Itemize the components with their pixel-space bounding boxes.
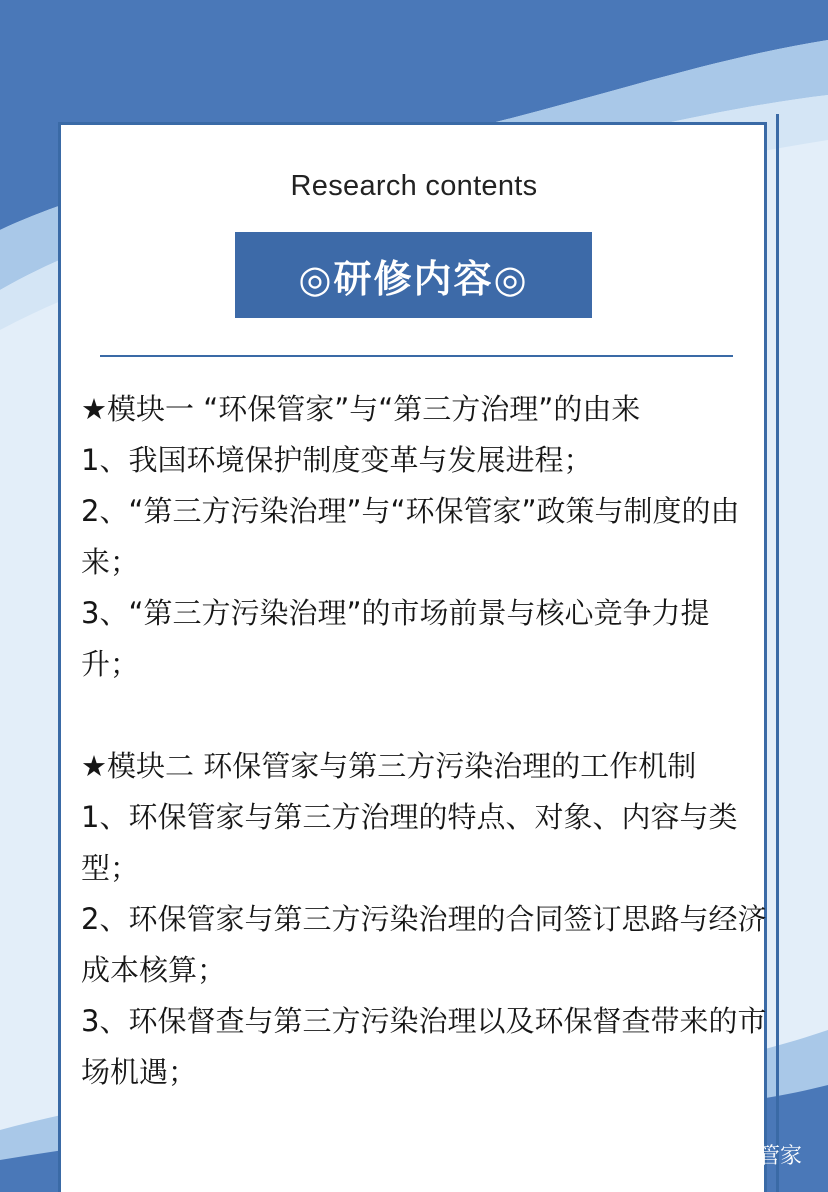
wechat-icon — [583, 1143, 613, 1167]
title-banner — [235, 232, 592, 318]
module-heading: ★模块一 “环保管家”与“第三方治理”的由来 — [81, 392, 641, 426]
list-item: 3、环保督查与第三方污染治理以及环保督查带来的市场机遇； — [81, 1004, 767, 1089]
module-list — [81, 384, 767, 1098]
subtitle: Research contents — [290, 170, 538, 202]
frame-line-top — [58, 122, 767, 125]
watermark — [583, 1139, 802, 1170]
module-heading: ★模块二 环保管家与第三方污染治理的工作机制 — [81, 749, 697, 783]
section-gap — [81, 690, 767, 741]
list-item: 1、环保管家与第三方治理的特点、对象、内容与类型； — [81, 800, 738, 885]
frame-line-outer-right — [776, 114, 779, 1192]
list-item: 2、“第三方污染治理”与“环保管家”政策与制度的由来； — [81, 494, 740, 579]
frame-line-left — [58, 122, 61, 1192]
list-item: 1、我国环境保护制度变革与发展进程； — [81, 443, 593, 477]
divider — [100, 355, 733, 357]
list-item: 2、环保管家与第三方污染治理的合同签订思路与经济成本核算； — [81, 902, 767, 987]
list-item: 3、“第三方污染治理”的市场前景与核心竞争力提升； — [81, 596, 710, 681]
module-section — [81, 384, 767, 690]
page-title: ◎研修内容◎ — [298, 255, 529, 301]
watermark-text: 越华|润华环保管家 — [618, 1144, 802, 1169]
module-section — [81, 741, 767, 1098]
